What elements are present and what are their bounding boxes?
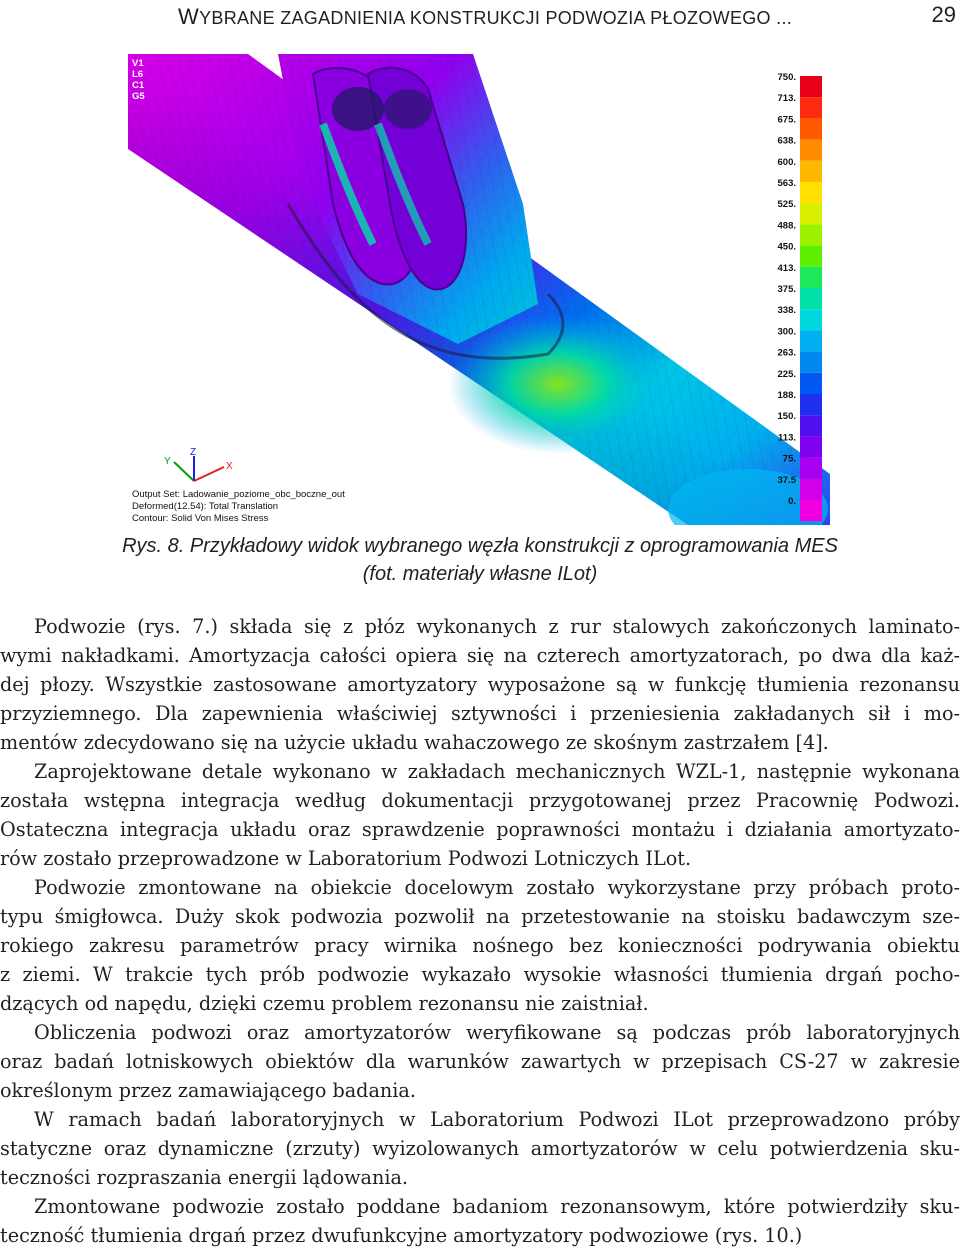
legend-value: 675. xyxy=(777,114,796,126)
legend-value: 0. xyxy=(788,496,796,507)
legend-swatch xyxy=(800,246,822,267)
view-label: G5 xyxy=(132,91,145,102)
legend-swatch xyxy=(800,373,822,394)
legend-value: 525. xyxy=(777,199,796,211)
legend-swatch xyxy=(800,161,822,182)
fem-render xyxy=(128,54,830,525)
legend-value: 600. xyxy=(777,156,796,168)
legend-swatch xyxy=(800,309,822,330)
legend-swatch xyxy=(800,352,822,373)
legend-value: 37.5 xyxy=(777,474,796,486)
fem-stress-figure xyxy=(128,54,830,525)
view-label: V1 xyxy=(132,58,144,69)
body-line: teczności rozpraszania energii lądowania. xyxy=(0,1166,409,1189)
body-line: rokiego zakresu parametrów pracy wirnika nośnego bez konieczności podrywania obiektu xyxy=(0,934,960,957)
legend-swatch xyxy=(800,415,822,436)
legend-value: 263. xyxy=(777,347,796,359)
running-header-rest: YBRANE ZAGADNIENIA KONSTRUKCJI PODWOZIA PŁOZOWEGO ... xyxy=(199,8,793,28)
figure-caption-line-2: (fot. materiały własne ILot) xyxy=(362,563,598,585)
running-header-title xyxy=(178,4,792,30)
body-line: dzących od napędu, dzięki czemu problem rezonansu nie zaistniał. xyxy=(0,992,649,1015)
legend-value: 450. xyxy=(777,241,796,253)
legend-value: 413. xyxy=(777,262,796,274)
legend-swatch xyxy=(800,182,822,203)
body-line: statyczne oraz dynamiczne (zrzuty) wyizolowanych amortyzatorów w celu potwierdzenia sku- xyxy=(0,1137,960,1160)
legend-value: 338. xyxy=(777,305,796,317)
body-line: wymi nakładkami. Amortyzacja całości opiera się na czterech amortyzatorach, po dwa dla każ- xyxy=(0,644,960,667)
body-line: została wstępna integracja według dokumentacji przygotowanej przez Pracownię Podwozi. xyxy=(0,789,960,812)
body-line: Podwozie zmontowane na obiekcie docelowym zostało wykorzystane przy próbach proto- xyxy=(34,876,960,899)
body-line: rów zostało przeprowadzone w Laboratorium Podwozi Lotniczych ILot. xyxy=(0,847,692,870)
figure-caption-line-1: Rys. 8. Przykładowy widok wybranego węzła konstrukcji z oprogramowania MES xyxy=(122,535,838,557)
legend-swatch xyxy=(800,288,822,309)
body-line: Zaprojektowane detale wykonano w zakładach mechanicznych WZL-1, następnie wykonana xyxy=(34,760,960,783)
legend-swatch xyxy=(800,500,822,521)
output-set-info xyxy=(132,489,345,524)
output-line: Contour: Solid Von Mises Stress xyxy=(132,513,269,524)
view-labels xyxy=(132,58,145,102)
body-line: teczność tłumienia drgań przez dwufunkcyjne amortyzatory podwoziowe (rys. 10.) xyxy=(0,1224,803,1247)
axis-label-x: X xyxy=(226,461,233,472)
body-line: przyziemnego. Dla zapewnienia właściwiej sztywności i przeniesienia zakładanych sił i mo- xyxy=(0,702,960,725)
axis-label-y: Y xyxy=(164,456,171,467)
legend-swatch xyxy=(800,458,822,479)
running-header-initial: W xyxy=(178,4,200,29)
legend-swatch xyxy=(800,479,822,500)
legend-value: 113. xyxy=(778,432,796,444)
legend-value: 375. xyxy=(777,284,796,295)
body-line: oraz badań lotniskowych obiektów dla warunków zawartych w przepisach CS-27 w zakresie xyxy=(0,1050,960,1073)
legend-swatch xyxy=(800,394,822,415)
legend-value: 713. xyxy=(777,93,796,105)
body-line: określonym przez zamawiającego badania. xyxy=(0,1079,416,1102)
axis-label-z: Z xyxy=(190,447,197,458)
legend-value: 300. xyxy=(777,326,796,338)
legend-value: 150. xyxy=(777,411,796,423)
body-line: mentów zdecydowano się na użycie układu wahaczowego ze skośnym zastrzałem [4]. xyxy=(0,731,829,754)
body-line: z ziemi. W trakcie tych prób podwozie wykazało wysokie własności tłumienia drgań pocho- xyxy=(0,963,960,986)
bracket xyxy=(278,54,538,344)
body-text xyxy=(0,612,960,1250)
view-label: L6 xyxy=(132,69,144,80)
legend-swatch xyxy=(800,203,822,224)
legend-swatch xyxy=(800,267,822,288)
axis-triad xyxy=(164,447,233,481)
legend-swatch xyxy=(800,436,822,457)
output-line: Deformed(12.54): Total Translation xyxy=(132,501,279,512)
body-line: typu śmigłowca. Duży skok podwozia pozwolił na przetestowanie na stoisku badawczym sze- xyxy=(0,905,960,928)
body-line: Ostateczna integracja układu oraz sprawdzenie poprawności montażu i działania amortyzato- xyxy=(0,818,960,841)
legend-value: 188. xyxy=(777,390,796,401)
body-line: dej płozy. Wszystkie zastosowane amortyzatory wyposażone są w funkcję tłumienia rezonansu xyxy=(0,673,960,696)
legend-value: 638. xyxy=(777,135,796,147)
legend-value: 488. xyxy=(777,220,796,232)
legend-swatch xyxy=(800,224,822,245)
body-line: Zmontowane podwozie zostało poddane badaniom rezonansowym, które potwierdziły sku- xyxy=(34,1195,960,1218)
running-header xyxy=(0,0,960,32)
legend-value: 563. xyxy=(777,178,796,189)
legend-value: 75. xyxy=(782,453,796,465)
output-line: Output Set: Ladowanie_poziome_obc_boczne_out xyxy=(132,489,345,500)
body-line: Obliczenia podwozi oraz amortyzatorów weryfikowane są podczas prób laboratoryjnych xyxy=(34,1021,960,1044)
page-number: 29 xyxy=(931,2,956,27)
legend-swatch xyxy=(800,76,822,97)
legend-swatch xyxy=(800,140,822,161)
body-line: W ramach badań laboratoryjnych w Laboratorium Podwozi ILot przeprowadzono próby xyxy=(34,1108,960,1131)
legend-swatch xyxy=(800,330,822,351)
view-label: C1 xyxy=(132,80,145,91)
body-line: Podwozie (rys. 7.) składa się z płóz wykonanych z rur stalowych zakończonych laminato- xyxy=(34,615,960,638)
legend-swatch xyxy=(800,118,822,139)
legend-value: 750. xyxy=(777,72,796,83)
legend-swatch xyxy=(800,97,822,118)
legend-value: 225. xyxy=(777,368,796,380)
